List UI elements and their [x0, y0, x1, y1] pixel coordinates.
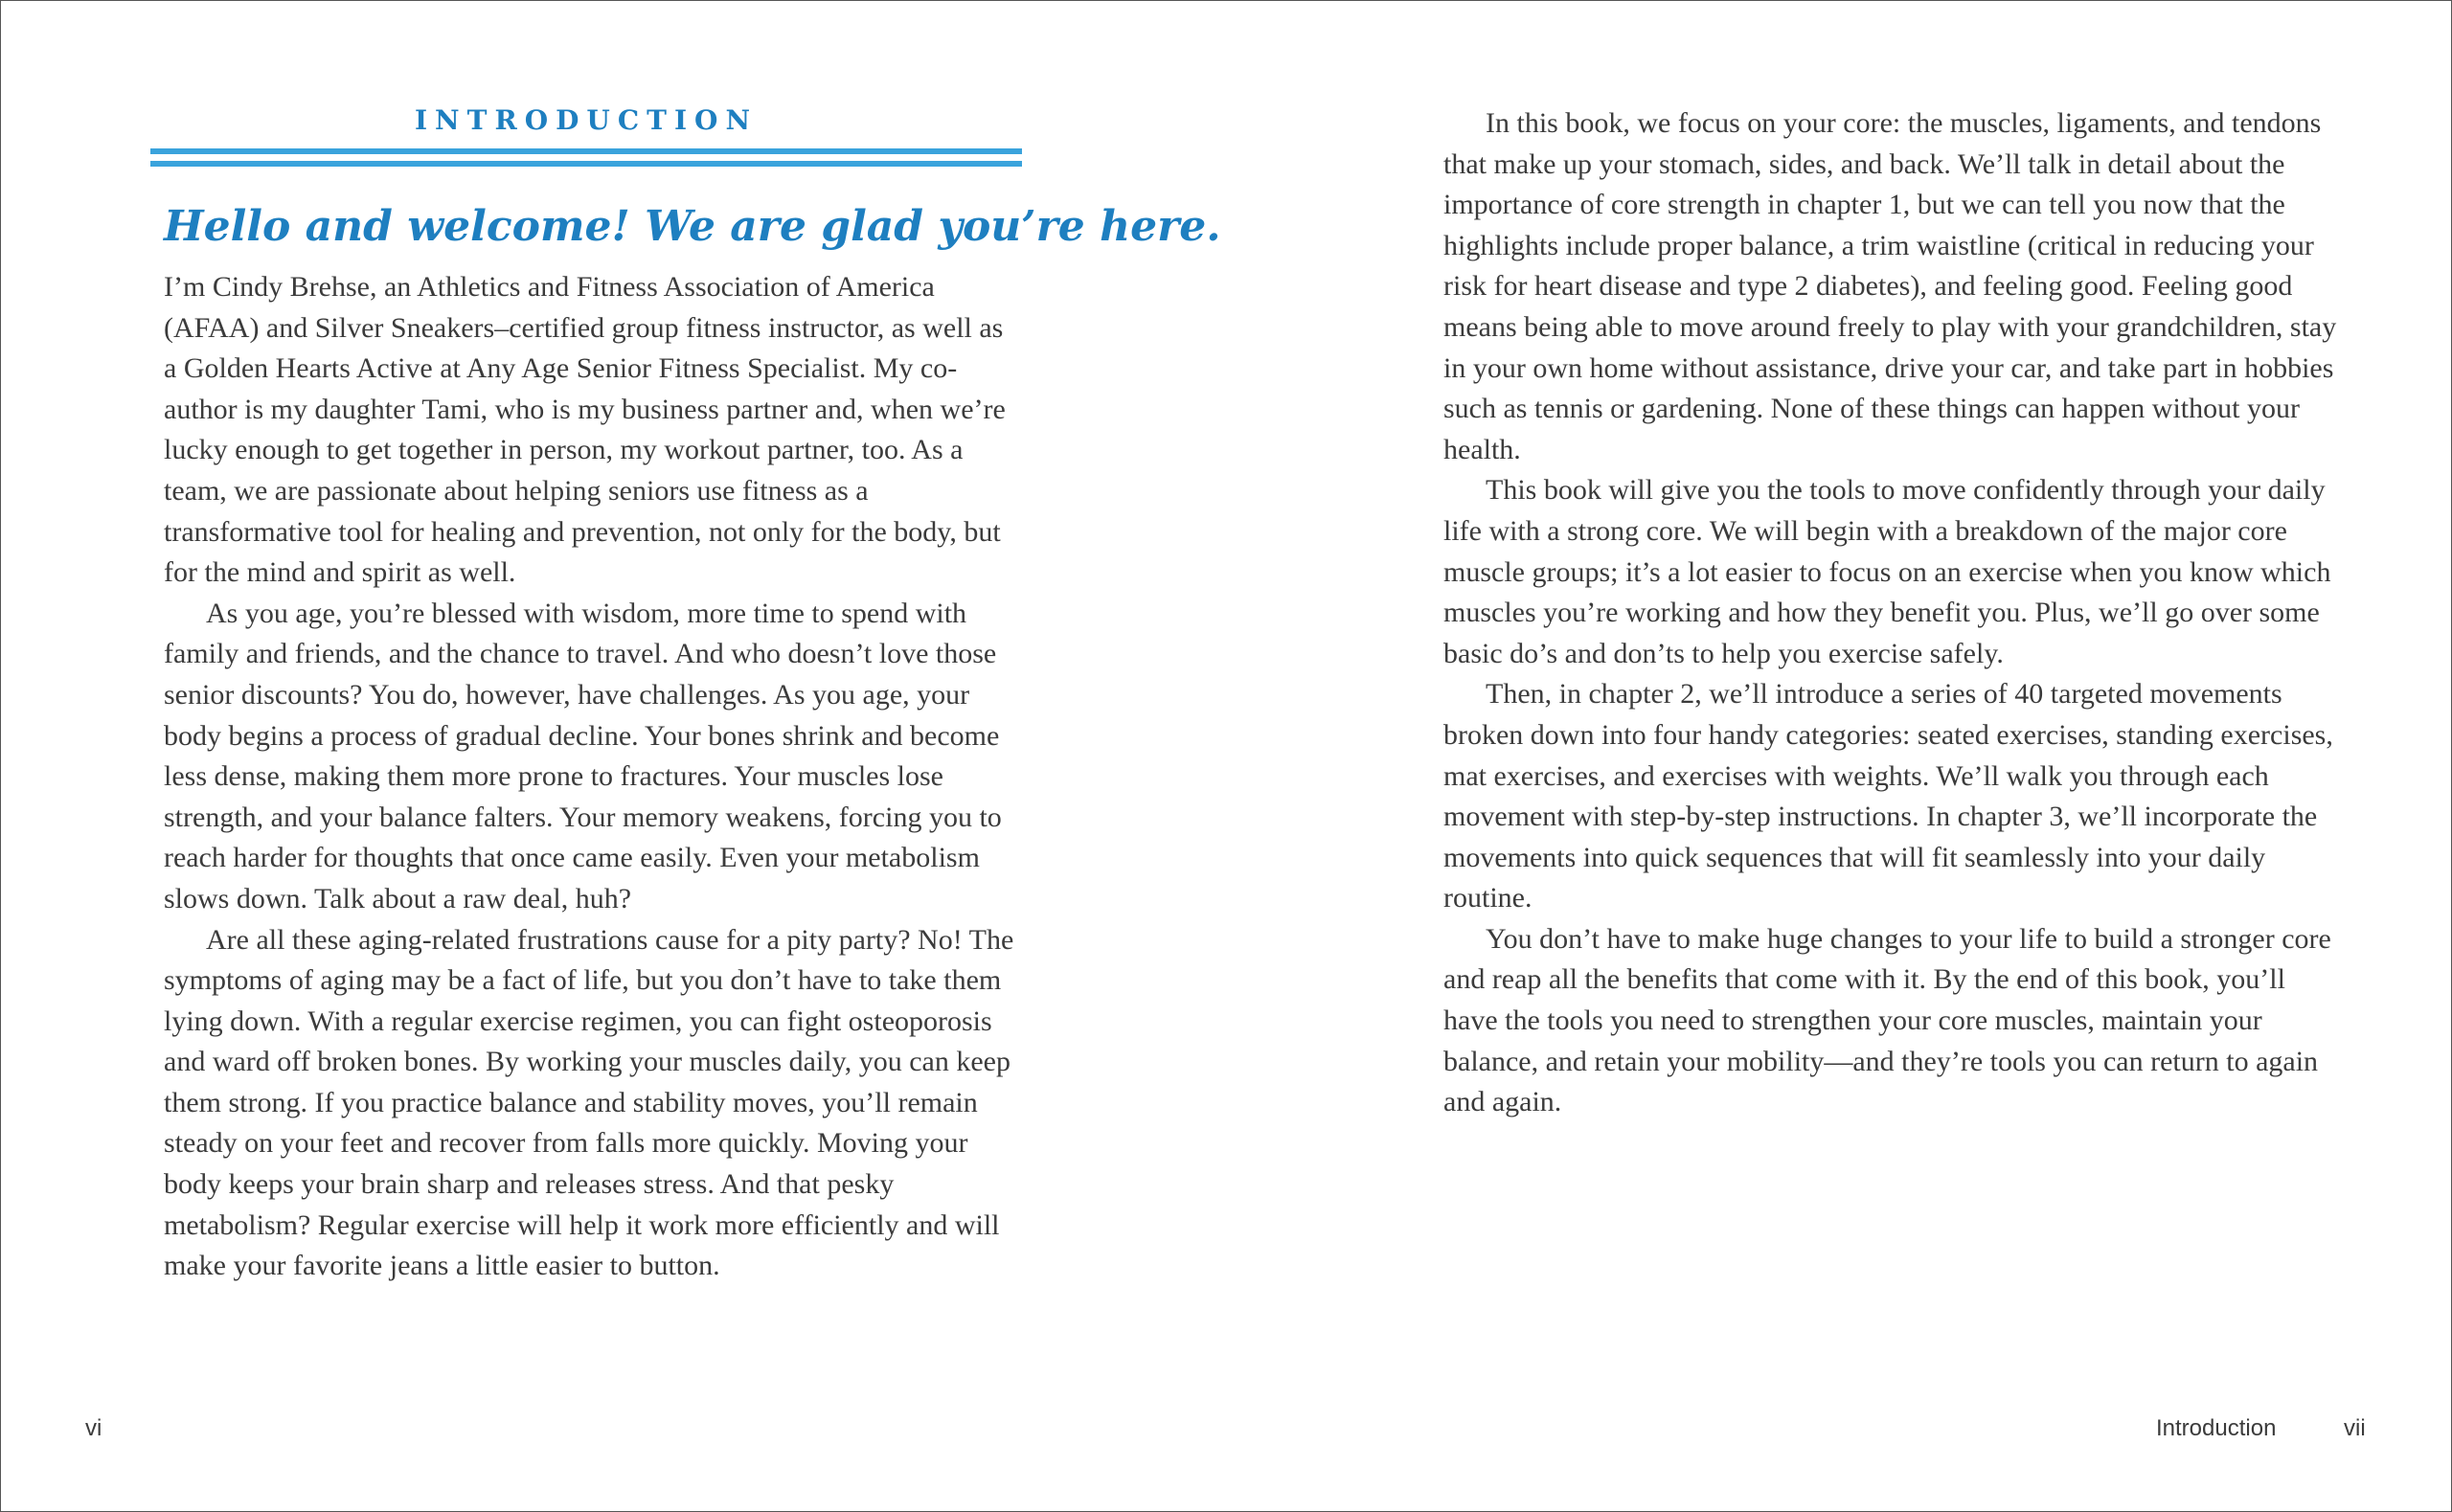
right-page	[1227, 1, 2452, 1511]
heading-rule-bottom	[150, 161, 1022, 167]
paragraph: In this book, we focus on your core: the muscles, ligaments, and tendons that make up your stomach, sides, and back. We’ll talk in detail about the importance of core strength in chapter 1, but we can tell you now that the highlights include proper balance, a trim waistline (critical in reducing your risk for heart disease and type 2 diabetes), and feeling good. Feeling good means being able to move around freely to play with your grandchildren, stay in your own home without assistance, drive your car, and take part in hobbies such as tennis or gardening. None of these things can happen without your health.	[1443, 107, 2337, 465]
page-number-right: vii	[2344, 1415, 2366, 1441]
running-head: Introduction	[2156, 1415, 2277, 1441]
paragraph: This book will give you the tools to move confidently through your daily life with a strong core. We will begin with a breakdown of the major core muscle groups; it’s a lot easier to focus on an exercise when you know which muscles you’re working and how they benefit you. Plus, we’ll go over some basic do’s and don’ts to help you exercise safely.	[1443, 474, 2331, 669]
paragraph: As you age, you’re blessed with wisdom, more time to spend with family and friends, and the chance to travel. And who doesn’t love those senior discounts? You do, however, have challenges. As you age, your body begins a process of gradual decline. Your bones shrink and become less dense, making them more prone to fractures. Your muscles lose strength, and your balance falters. Your memory weakens, forcing you to reach harder for thoughts that once came easily. Even your metabolism slows down. Talk about a raw deal, huh?	[164, 597, 1002, 914]
paragraph: Then, in chapter 2, we’ll introduce a series of 40 targeted movements broken down into four handy categories: seated exercises, standing exercises, mat exercises, and exercises with weights. We’ll walk you through each movement with step-by-step instructions. In chapter 3, we’ll incorporate the movements into quick sequences that will fit seamlessly into your daily routine.	[1443, 678, 2333, 914]
page-number-left: vi	[85, 1415, 102, 1441]
heading-rule-top	[150, 148, 1022, 154]
section-heading: INTRODUCTION	[414, 104, 759, 136]
left-page	[1, 1, 1227, 1511]
left-body-text	[164, 267, 1016, 1287]
paragraph: Are all these aging-related frustrations cause for a pity party? No! The symptoms of aging may be a fact of life, but you don’t have to take them lying down. With a regular exercise regimen, you can fight osteoporosis and ward off broken bones. By working your muscles daily, you can keep them strong. If you practice balance and stability moves, you’ll remain steady on your feet and recover from falls more quickly. Moving your body keeps your brain sharp and releases stress. And that pesky metabolism? Regular exercise will help it work more efficiently and will make your favorite jeans a little easier to button.	[164, 923, 1014, 1282]
paragraph: You don’t have to make huge changes to your life to build a stronger core and reap all the benefits that come with it. By the end of this book, you’ll have the tools you need to strengthen your core muscles, maintain your balance, and retain your mobility—and they’re tools you can return to again and again.	[1443, 922, 2331, 1118]
paragraph: I’m Cindy Brehse, an Athletics and Fitness Association of America (AFAA) and Silver Sneakers–certified group fitness instructor, as well as a Golden Hearts Active at Any Age Senior Fitness Specialist. My co-author is my daughter Tami, who is my business partner and, when we’re lucky enough to get together in person, my workout partner, too. As a team, we are passionate about helping seniors use fitness as a transformative tool for healing and prevention, not only for the body, but for the mind and spirit as well.	[164, 271, 1006, 589]
right-body-text	[1443, 103, 2344, 1123]
welcome-heading: Hello and welcome! We are glad you’re here.	[164, 202, 1221, 251]
